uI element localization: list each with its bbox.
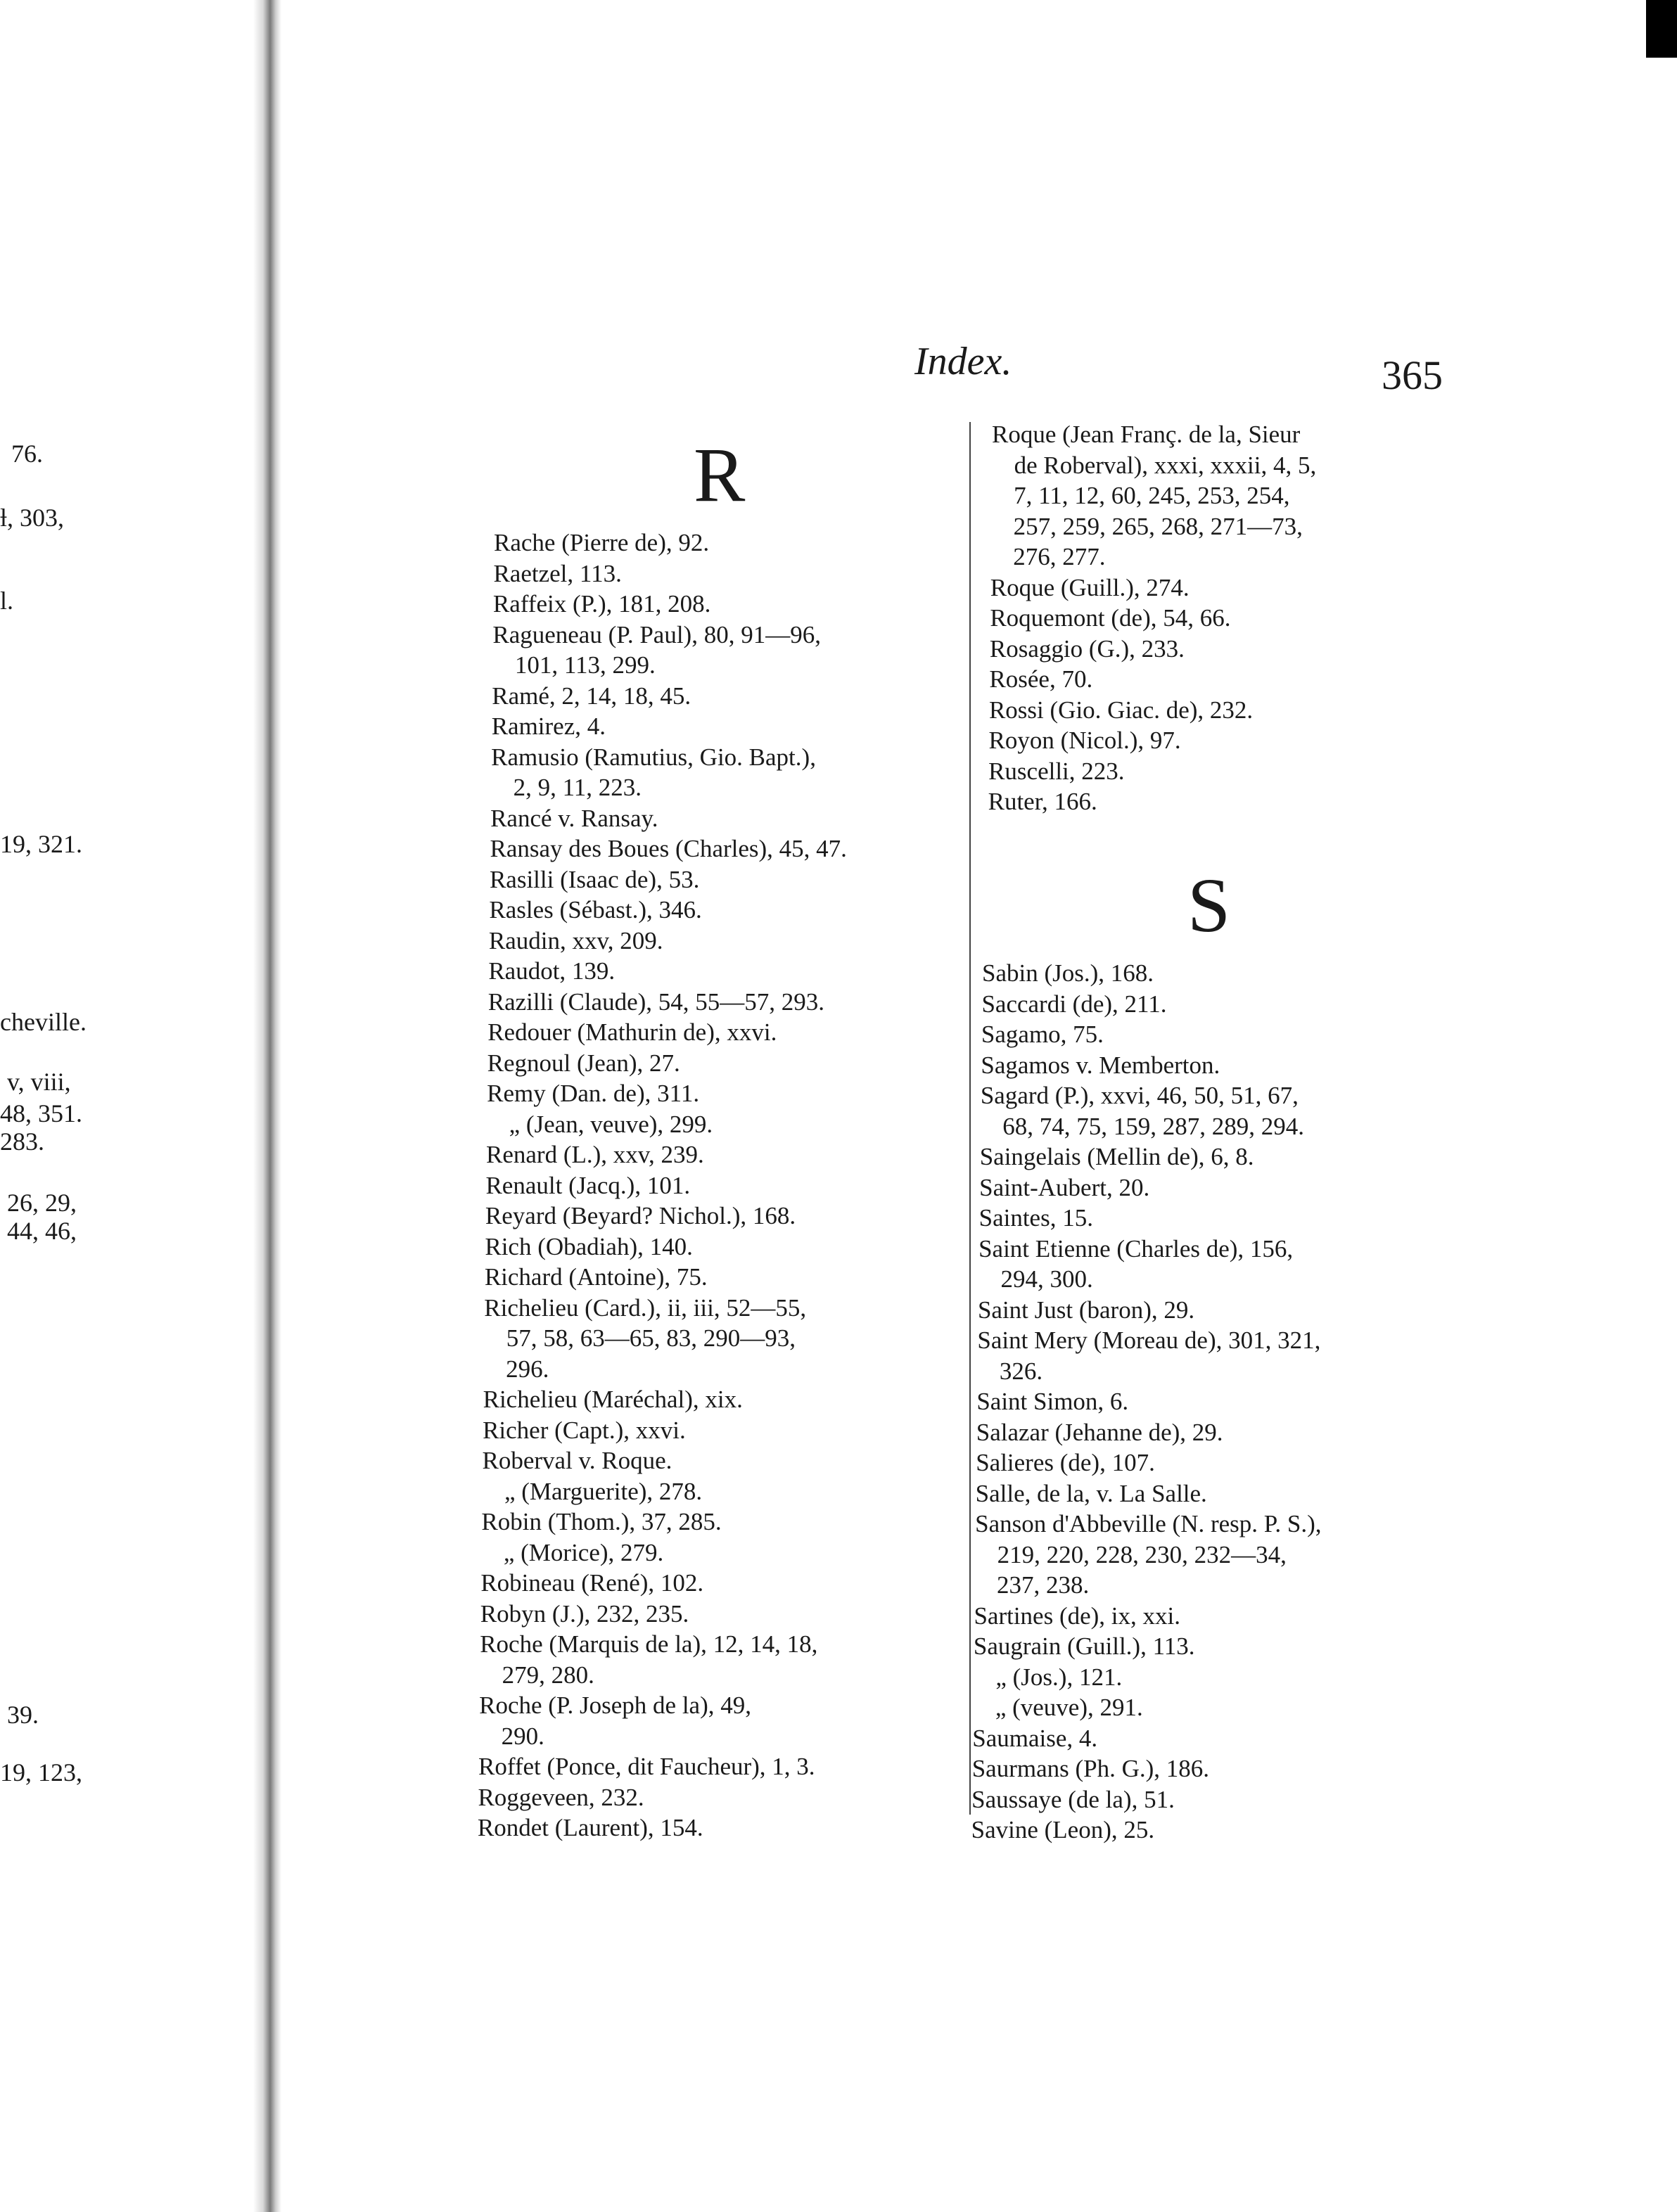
section-heading-r: R — [694, 432, 746, 518]
index-entry-line: 290. — [501, 1722, 544, 1750]
index-entry-line: 296. — [506, 1355, 549, 1383]
index-entry-line: Richard (Antoine), 75. — [484, 1263, 708, 1291]
index-entry-line: Ramé, 2, 14, 18, 45. — [492, 682, 691, 710]
index-entry-line: Sagard (P.), xxvi, 46, 50, 51, 67, — [980, 1082, 1299, 1109]
index-entry-line: Roffet (Ponce, dit Faucheur), 1, 3. — [478, 1753, 815, 1780]
running-title: Index. — [914, 340, 1012, 383]
index-entry-line: Saingelais (Mellin de), 6, 8. — [979, 1143, 1254, 1170]
index-entry-line: de Roberval), xxxi, xxxii, 4, 5, — [1014, 451, 1317, 479]
index-column-right-top — [988, 419, 1317, 817]
index-entry-line: Richelieu (Card.), ii, iii, 52—55, — [484, 1293, 807, 1322]
index-entry-line: Roche (Marquis de la), 12, 14, 18, — [480, 1630, 818, 1658]
index-entry-line: 326. — [999, 1357, 1043, 1385]
index-entry-line: Robineau (René), 102. — [480, 1569, 704, 1597]
index-entry-line: Redouer (Mathurin de), xxvi. — [487, 1018, 777, 1046]
index-entry-line: Roggeveen, 232. — [478, 1783, 644, 1811]
index-entry-line: Robin (Thom.), 37, 285. — [481, 1508, 722, 1535]
index-entry-line: Royon (Nicol.), 97. — [988, 727, 1181, 754]
index-entry-line: „ (Jos.), 121. — [995, 1663, 1123, 1691]
index-entry-line: Salle, de la, v. La Salle. — [975, 1479, 1207, 1507]
index-entry-line: Sartines (de), ix, xxi. — [974, 1602, 1181, 1630]
index-entry-line: Remy (Dan. de), 311. — [487, 1080, 700, 1107]
index-entry-line: Salazar (Jehanne de), 29. — [976, 1418, 1223, 1446]
index-entry-line: 68, 74, 75, 159, 287, 289, 294. — [1002, 1112, 1304, 1140]
index-entry-line: Raffeix (P.), 181, 208. — [492, 590, 711, 618]
index-entry-line: Rancé v. Ransay. — [490, 804, 658, 832]
index-entry-line: „ (Morice), 279. — [503, 1538, 664, 1566]
index-entry-line: „ (Marguerite), 278. — [504, 1477, 703, 1505]
left-page-fragment: 76. — [11, 440, 43, 468]
index-entry-line: Rosée, 70. — [989, 665, 1093, 693]
index-entry-line: Ransay des Boues (Charles), 45, 47. — [490, 835, 847, 862]
index-entry-line: Raetzel, 113. — [493, 559, 622, 587]
index-entry-line: Roche (P. Joseph de la), 49, — [479, 1692, 751, 1719]
index-entry-line: Saurmans (Ph. G.), 186. — [971, 1755, 1210, 1782]
section-heading-s: S — [1187, 862, 1231, 948]
left-page-fragment: l. — [0, 587, 14, 615]
index-entry-line: Rondet (Laurent), 154. — [477, 1814, 703, 1841]
index-entry-line: „ (Jean, veuve), 299. — [509, 1110, 713, 1138]
left-page-fragment: cheville. — [0, 1008, 87, 1036]
index-entry-line: Rich (Obadiah), 140. — [485, 1232, 693, 1260]
index-entry-line: Roquemont (de), 54, 66. — [990, 604, 1231, 632]
index-entry-line: Ruscelli, 223. — [988, 757, 1125, 785]
index-entry-line: Saintes, 15. — [978, 1204, 1093, 1232]
index-entry-line: Reyard (Beyard? Nichol.), 168. — [485, 1202, 796, 1229]
index-entry-line: Saussaye (de la), 51. — [971, 1785, 1175, 1813]
index-entry-line: Renard (L.), xxv, 239. — [486, 1141, 704, 1168]
index-entry-line: Renault (Jacq.), 101. — [485, 1171, 691, 1199]
scan-border — [1646, 0, 1677, 58]
column-divider — [969, 422, 971, 1815]
left-page-fragment: ƚ, 303, — [0, 504, 65, 532]
left-page-fragment: 19, 321. — [0, 830, 82, 858]
index-entry-line: Raudin, xxv, 209. — [488, 926, 663, 954]
left-page-fragment: 283. — [0, 1127, 44, 1156]
index-column-left — [477, 528, 847, 1843]
index-entry-line: 7, 11, 12, 60, 245, 253, 254, — [1014, 482, 1290, 509]
index-entry-line: Robyn (J.), 232, 235. — [480, 1599, 689, 1628]
index-entry-line: Saint Etienne (Charles de), 156, — [978, 1234, 1294, 1262]
index-entry-line: Sagamo, 75. — [981, 1021, 1104, 1048]
index-entry-line: Ramirez, 4. — [491, 712, 606, 740]
index-entry-line: Roque (Jean Franç. de la, Sieur — [992, 421, 1301, 448]
left-page-fragment: 39. — [7, 1701, 39, 1729]
index-entry-line: Saint-Aubert, 20. — [979, 1173, 1150, 1201]
index-entry-line: Rosaggio (G.), 233. — [989, 634, 1185, 663]
index-entry-line: Saint Just (baron), 29. — [977, 1296, 1195, 1324]
page-number: 365 — [1382, 352, 1443, 398]
index-entry-line: „ (veuve), 291. — [995, 1694, 1143, 1721]
index-entry-line: Richer (Capt.), xxvi. — [483, 1416, 686, 1444]
index-entry-line: Rasilli (Isaac de), 53. — [489, 865, 700, 893]
index-entry-line: 219, 220, 228, 230, 232—34, — [997, 1540, 1287, 1568]
left-page-fragment: 48, 351. — [0, 1099, 82, 1127]
index-entry-line: Saint Mery (Moreau de), 301, 321, — [977, 1326, 1321, 1354]
index-entry-line: 279, 280. — [502, 1661, 594, 1689]
index-entry-line: Roberval v. Roque. — [482, 1447, 672, 1474]
index-entry-line: Savine (Leon), 25. — [971, 1816, 1155, 1843]
index-entry-line: Sanson d'Abbeville (N. resp. P. S.), — [975, 1510, 1322, 1537]
book-gutter — [253, 0, 281, 2212]
index-entry-line: Saint Simon, 6. — [976, 1388, 1129, 1415]
index-entry-line: Sagamos v. Memberton. — [981, 1051, 1220, 1079]
index-entry-line: Ragueneau (P. Paul), 80, 91—96, — [492, 620, 821, 648]
index-entry-line: Raudot, 139. — [488, 957, 616, 985]
index-entry-line: Ruter, 166. — [988, 788, 1097, 815]
index-column-right — [971, 958, 1322, 1846]
left-page-fragment: 19, 123, — [0, 1758, 82, 1786]
index-entry-line: Ramusio (Ramutius, Gio. Bapt.), — [491, 743, 816, 771]
left-page-fragment: v, viii, — [7, 1068, 71, 1096]
index-entry-line: Rasles (Sébast.), 346. — [489, 896, 702, 923]
index-entry-line: 2, 9, 11, 223. — [513, 774, 642, 801]
left-page-fragment: 26, 29, — [7, 1189, 77, 1217]
index-entry-line: Salieres (de), 107. — [976, 1449, 1155, 1476]
index-entry-line: Saugrain (Guill.), 113. — [973, 1632, 1195, 1660]
index-entry-line: 237, 238. — [997, 1571, 1090, 1599]
index-entry-line: 276, 277. — [1013, 543, 1106, 570]
index-entry-line: Saccardi (de), 211. — [981, 990, 1167, 1018]
index-entry-line: Rache (Pierre de), 92. — [494, 529, 710, 556]
index-entry-line: 257, 259, 265, 268, 271—73, — [1013, 512, 1303, 540]
left-page-fragment: 44, 46, — [7, 1217, 77, 1245]
index-entry-line: Saumaise, 4. — [972, 1724, 1098, 1752]
index-entry-line: 294, 300. — [1000, 1265, 1093, 1293]
left-page-edge — [0, 0, 267, 2212]
index-entry-line: 57, 58, 63—65, 83, 290—93, — [506, 1324, 796, 1352]
index-entry-line: Razilli (Claude), 54, 55—57, 293. — [487, 987, 825, 1016]
index-entry-line: Rossi (Gio. Giac. de), 232. — [988, 696, 1254, 724]
index-entry-line: Regnoul (Jean), 27. — [487, 1049, 680, 1077]
index-entry-line: Sabin (Jos.), 168. — [982, 959, 1154, 987]
index-entry-line: Richelieu (Maréchal), xix. — [483, 1386, 743, 1413]
index-entry-line: 101, 113, 299. — [514, 651, 656, 679]
index-entry-line: Roque (Guill.), 274. — [990, 573, 1190, 601]
